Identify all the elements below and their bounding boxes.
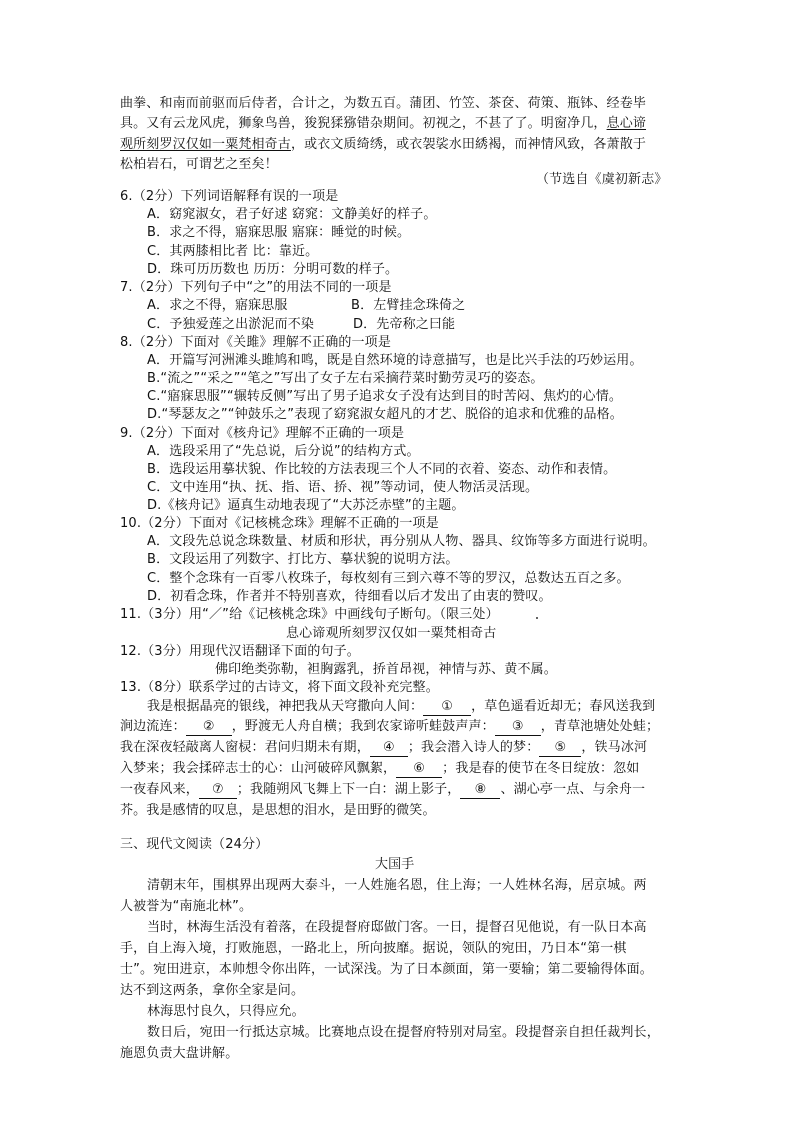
answer-blank[interactable]: ② — [186, 719, 232, 736]
question-10-option-d: D．初看念珠，作者并不特别喜欢，待细看以后才发出了由衷的赞叹。 — [147, 589, 552, 604]
question-8-option-c: C.“寤寐思服”“辗转反侧”写出了男子追求女子没有达到目的时苦闷、焦灼的心情。 — [147, 389, 622, 404]
question-7-option-d: D．先帝称之曰能 — [353, 317, 456, 332]
question-8-stem: 8.（2分）下面对《关雎》理解不正确的一项是 — [120, 335, 391, 350]
question-8-option-a: A．开篇写河洲滩头雎鸠和鸣，既是自然环境的诗意描写，也是比兴手法的巧妙运用。 — [147, 353, 643, 368]
question-13-text-line: 一夜春风来， ⑦ ；我随朔风飞舞上下一白：湖上影子， ⑧ 、湖心亭一点、与余舟一 — [120, 782, 646, 797]
question-9-option-a: A．选段采用了“先总说，后分说”的结构方式。 — [147, 444, 420, 459]
question-13-text-line: 芥。我是感情的叹息，是思想的泪水，是田野的微笑。 — [120, 803, 436, 818]
article-paragraph-line: 当时，林海生活没有着落，在段提督府邸做门客。一日，提督召见他说，有一队日本高 — [147, 920, 647, 935]
question-9-option-d: D.《核舟记》逼真生动地表现了“大苏泛赤壁”的主题。 — [147, 498, 465, 513]
question-6-option-b: B．求之不得，寤寐思服 寤寐：睡觉的时候。 — [147, 225, 411, 240]
article-paragraph-line: 士”。宛田进京，本帅想令你出阵，一试深浅。为了日本颜面，第一要输；第二要输得体面。 — [120, 962, 653, 977]
question-13-stem: 13.（8分）联系学过的古诗文，将下面文段补充完整。 — [120, 680, 439, 695]
question-6-stem: 6.（2分）下列词语解释有误的一项是 — [120, 189, 339, 204]
passage-line: 观所刻罗汉仅如一粟梵相奇古，或衣文质绮绣，或衣袈裟水田綉褐，而神情风致，各萧散于 — [120, 137, 647, 152]
passage-line: 松柏岩石，可谓艺之至矣！ — [120, 157, 278, 172]
question-7-option-c: C．予独爱莲之出淤泥而不染 — [147, 317, 315, 332]
section-heading: 三、现代文阅读（24分） — [120, 837, 269, 852]
question-13-text-line: 我在深夜轻敲离人窗棂：君问归期未有期， ④ ；我会潜入诗人的梦： ⑤ ，铁马冰河 — [120, 740, 648, 755]
question-10-stem: 10.（2分）下面对《记核桃念珠》理解不正确的一项是 — [120, 516, 439, 531]
answer-blank[interactable]: ⑤ — [539, 740, 581, 757]
question-11-stem: 11.（3分）用“／”给《记核桃念珠》中画线句子断句。（限三处） — [120, 607, 499, 622]
question-10-option-a: A．文段先总说念珠数量、材质和形状，再分别从人物、器具、纹饰等多方面进行说明。 — [147, 534, 656, 549]
answer-blank[interactable]: ③ — [495, 719, 541, 736]
passage-line: 具。又有云龙风虎，狮象鸟兽，狻猊猱猕错杂期间。初视之，不甚了了。明窗净几，息心谛 — [120, 116, 647, 131]
passage-source: （节选自《虞初新志》 — [536, 172, 668, 187]
article-paragraph-line: 手，自上海入境，打败施恩，一路北上，所向披靡。据说，领队的宛田，乃日本“第一棋 — [120, 941, 627, 956]
question-12-stem: 12.（3分）用现代汉语翻译下面的句子。 — [120, 644, 360, 659]
article-paragraph-line: 清朝末年，围棋界出现两大泰斗，一人姓施名恩，住上海；一人姓林名海，居京城。两 — [147, 878, 647, 893]
article-paragraph-line: 人被誉为“南施北林”。 — [120, 899, 253, 914]
underlined-sentence: 息心谛 — [606, 116, 647, 131]
question-6-option-d: D．珠可历历数也 历历：分明可数的样子。 — [147, 262, 399, 277]
answer-blank[interactable]: ⑦ — [199, 782, 237, 799]
question-13-text-line: 入梦来；我会揉碎志士的心：山河破碎风飘絮， ⑥ ；我是春的使节在冬日绽放：忽如 — [120, 761, 640, 776]
question-8-option-b: B.“流之”“采之”“笔之”写出了女子左右采摘荇菜时勤劳灵巧的姿态。 — [147, 371, 544, 386]
article-paragraph-line: 数日后，宛田一行抵达京城。比赛地点设在提督府特别对局室。段提督亲自担任裁判长， — [147, 1025, 660, 1040]
question-10-option-c: C．整个念珠有一百零八枚珠子，每枚刻有三到六尊不等的罗汉，总数达五百之多。 — [147, 571, 630, 586]
passage-line: 曲拳、和南而前驱而后侍者，合计之，为数五百。蒲团、竹笠、茶奁、荷策、瓶钵、经卷毕 — [120, 96, 647, 111]
question-7-option-a: A．求之不得，寤寐思服 — [147, 298, 288, 313]
article-paragraph-line: 施恩负责大盘讲解。 — [120, 1046, 239, 1061]
answer-blank[interactable]: ⑧ — [460, 782, 500, 799]
question-9-option-b: B．选段运用摹状貌、作比较的方法表现三个人不同的衣着、姿态、动作和表情。 — [147, 462, 617, 477]
question-6-option-c: C．其两膝相比者 比：靠近。 — [147, 244, 319, 259]
answer-blank[interactable]: ⑥ — [396, 761, 442, 778]
question-12-sentence: 佛印绝类弥勒，袒胸露乳，挢首昂视，神情与苏、黄不属。 — [215, 662, 557, 677]
question-13-text-line: 涧边流连： ② ，野渡无人舟自横；我到农家谛听蛙鼓声声： ③ ，青草池塘处处蛙； — [120, 719, 660, 734]
question-8-option-d: D.“琴瑟友之”“钟鼓乐之”表现了窈窕淑女超凡的才艺、脱俗的追求和优雅的品格。 — [147, 407, 623, 422]
answer-blank[interactable]: ④ — [370, 740, 408, 757]
question-7-option-b: B．左臂挂念珠倚之 — [351, 298, 466, 313]
question-9-option-c: C．文中连用“执、抚、指、语、挢、视”等动词，使人物活灵活现。 — [147, 480, 539, 495]
question-13-text-line: 我是根据晶亮的银线，神把我从天穹撒向人间： ① ，草色遥看近却无；春风送我到 — [147, 699, 656, 714]
question-7-stem: 7.（2分）下列句子中“之”的用法不同的一项是 — [120, 280, 392, 295]
question-10-option-b: B．文段运用了列数字、打比方、摹状貌的说明方法。 — [147, 552, 459, 567]
article-title: 大国手 — [375, 857, 415, 872]
stray-mark — [536, 617, 538, 619]
question-6-option-a: A．窈窕淑女，君子好逑 窈窕：文静美好的样子。 — [147, 207, 437, 222]
article-paragraph-line: 达不到这两条，拿你全家是问。 — [120, 983, 305, 998]
question-11-sentence: 息心谛观所刻罗汉仅如一粟梵相奇古 — [286, 626, 497, 641]
underlined-sentence: 观所刻罗汉仅如一粟梵相奇古 — [120, 137, 291, 152]
article-paragraph-line: 林海思忖良久，只得应允。 — [147, 1004, 305, 1019]
question-9-stem: 9.（2分）下面对《核舟记》理解不正确的一项是 — [120, 426, 405, 441]
answer-blank[interactable]: ① — [423, 699, 471, 716]
